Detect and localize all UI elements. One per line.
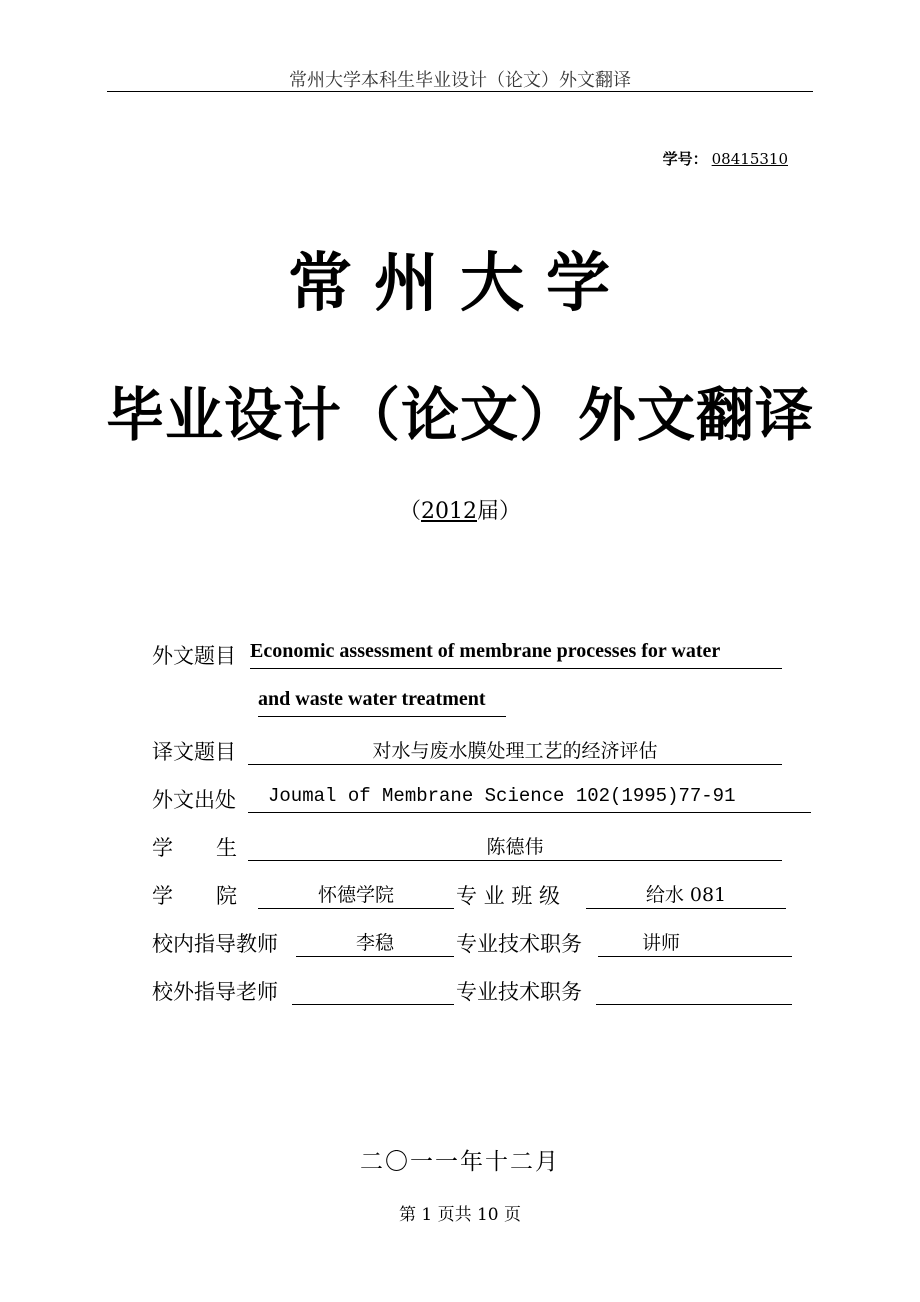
translated-title-value: 对水与废水膜处理工艺的经济评估 [372, 740, 658, 762]
external-advisor-label: 校外指导老师 [152, 980, 278, 1004]
year-open-paren: （ [398, 499, 421, 524]
document-date: 二〇一一年十二月 [360, 1149, 560, 1175]
internal-advisor-field [296, 928, 454, 957]
major-class-value: 给水 081 [645, 884, 727, 906]
student-number-label: 学号： [662, 150, 708, 168]
external-advisor-field [292, 976, 454, 1005]
foreign-title-label: 外文题目 [152, 644, 236, 668]
internal-advisor-label: 校内指导教师 [152, 932, 278, 956]
student-field [248, 832, 782, 861]
student-number [663, 148, 794, 169]
source-value: Joumal of Membrane Science 102(1995)77-91 [268, 785, 736, 807]
external-advisor-title-field [596, 976, 792, 1005]
year-suffix: 届） [477, 499, 522, 524]
university-name: 常州大学 [288, 247, 632, 321]
year-value: 2012 [421, 499, 477, 524]
major-class-field [586, 880, 786, 909]
major-class-label: 专 业 班 级 [456, 884, 561, 908]
external-advisor-title-label: 专业技术职务 [456, 980, 582, 1004]
internal-advisor-title-field [598, 928, 792, 957]
foreign-title-line1-field [250, 640, 782, 669]
foreign-title-line1: Economic assessment of membrane processes for water [250, 640, 721, 662]
student-label-a: 学 [152, 836, 173, 860]
college-field [258, 880, 454, 909]
graduation-year [0, 494, 920, 525]
header-rule [107, 91, 813, 92]
internal-advisor-title-value: 讲师 [642, 932, 681, 954]
document-title: 毕业设计（论文）外文翻译 [105, 381, 814, 449]
student-number-value: 08415310 [711, 150, 788, 168]
internal-advisor-title-label: 专业技术职务 [456, 932, 582, 956]
translated-title-label: 译文题目 [152, 740, 236, 764]
college-label-b: 院 [216, 884, 237, 908]
college-value: 怀德学院 [317, 884, 394, 906]
translated-title-field [248, 736, 782, 765]
student-label-b: 生 [216, 836, 237, 860]
source-label: 外文出处 [152, 788, 236, 812]
student-name: 陈德伟 [486, 836, 544, 858]
college-label-a: 学 [152, 884, 173, 908]
running-header: 常州大学本科生毕业设计（论文）外文翻译 [289, 70, 631, 91]
page-footer: 第 1 页共 10 页 [398, 1205, 522, 1225]
foreign-title-line2: and waste water treatment [258, 688, 486, 710]
foreign-title-line2-field [258, 688, 506, 717]
internal-advisor-name: 李稳 [355, 932, 394, 954]
source-field [248, 784, 811, 813]
